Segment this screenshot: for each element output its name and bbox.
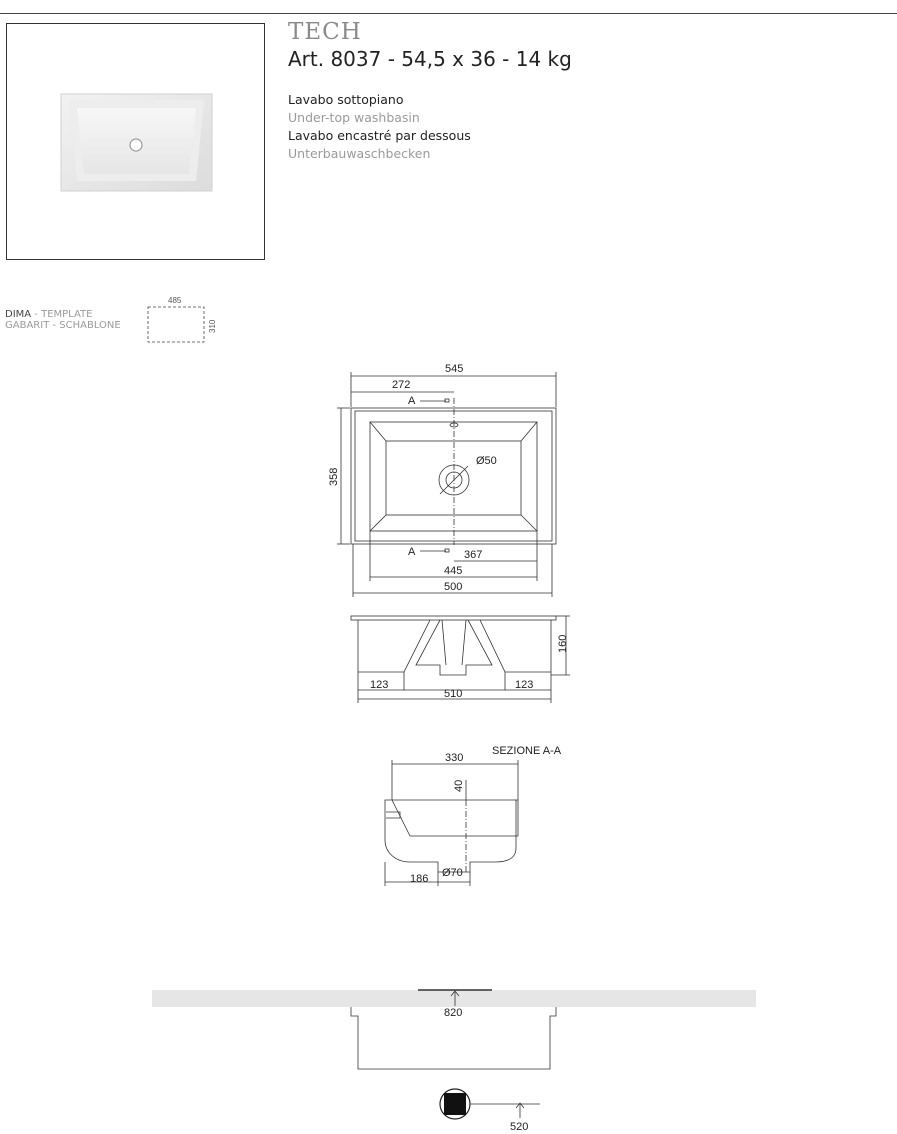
dim-half-width: 272 bbox=[392, 379, 411, 391]
desc-italian: Lavabo sottopiano bbox=[288, 92, 404, 107]
dim-depth: 358 bbox=[328, 467, 340, 486]
dim-section-depth: 330 bbox=[445, 752, 464, 764]
dim-base-width: 510 bbox=[444, 688, 463, 700]
article-title: Art. 8037 - 54,5 x 36 - 14 kg bbox=[288, 47, 572, 71]
dim-section-offset: 186 bbox=[410, 873, 429, 885]
dim-bottom-width: 500 bbox=[444, 581, 463, 593]
dim-inner-offset: 367 bbox=[464, 549, 483, 561]
template-label-main: DIMA bbox=[5, 309, 32, 320]
series-name: TECH bbox=[288, 19, 362, 45]
dim-top-height: 820 bbox=[444, 1007, 463, 1019]
dim-left-offset: 123 bbox=[370, 679, 389, 691]
template-label-sub: - TEMPLATE bbox=[31, 309, 93, 320]
template-height: 310 bbox=[208, 319, 217, 333]
dim-overall-width: 545 bbox=[445, 363, 464, 375]
dim-section-drain: Ø70 bbox=[442, 867, 463, 879]
template-outline bbox=[148, 307, 204, 342]
section-marker-top: A bbox=[408, 395, 416, 407]
desc-german: Unterbauwaschbecken bbox=[288, 146, 431, 161]
section-marker-bottom: A bbox=[408, 546, 416, 558]
dim-drain-diameter: Ø50 bbox=[476, 455, 497, 467]
template-label-line2: GABARIT - SCHABLONE bbox=[5, 320, 121, 331]
dim-inner-width: 445 bbox=[444, 565, 463, 577]
section-title: SEZIONE A-A bbox=[492, 745, 562, 757]
top-view bbox=[337, 372, 556, 597]
desc-english: Under-top washbasin bbox=[288, 110, 420, 125]
template-width: 485 bbox=[168, 296, 182, 305]
desc-french: Lavabo encastré par dessous bbox=[288, 128, 471, 143]
dim-drain-height: 520 bbox=[510, 1121, 529, 1133]
dim-height: 160 bbox=[557, 634, 569, 653]
dim-right-offset: 123 bbox=[515, 679, 534, 691]
dim-rim: 40 bbox=[453, 779, 465, 792]
